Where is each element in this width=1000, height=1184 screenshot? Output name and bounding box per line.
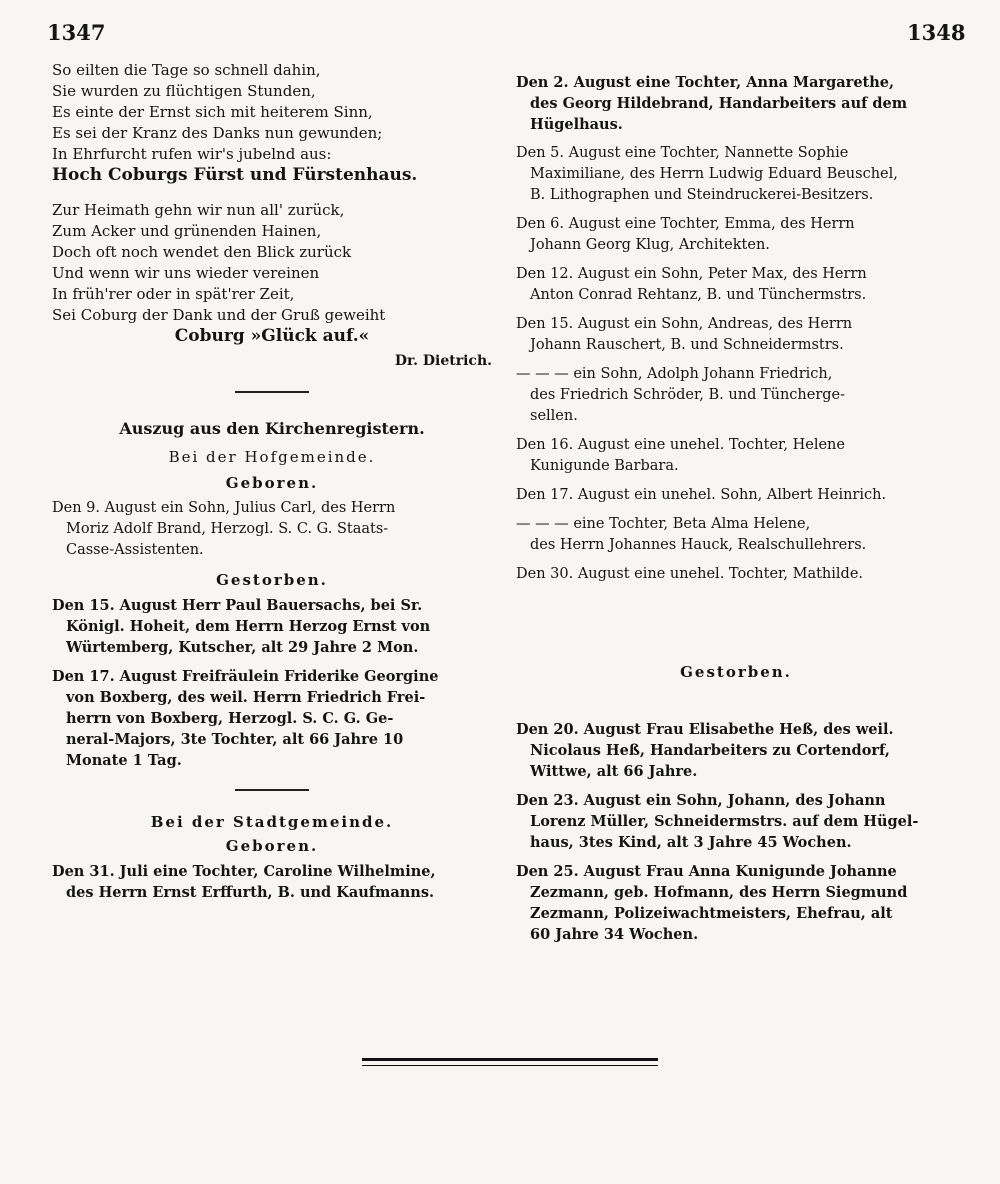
entry-line: herrn von Boxberg, Herzogl. S. C. G. Ge- (66, 710, 394, 727)
entry-line: Maximiliane, des Herrn Ludwig Eduard Beuschel, (530, 166, 898, 182)
entry-line: neral-Majors, 3te Tochter, alt 66 Jahre 10 (66, 731, 404, 748)
list-item (516, 264, 956, 306)
entry-line: Johann Georg Klug, Architekten. (530, 237, 770, 253)
list-item (52, 498, 492, 561)
entry-line: Den 17. August ein unehel. Sohn, Albert Heinrich. (516, 487, 887, 503)
list-item (516, 364, 956, 427)
entry-line: sellen. (530, 408, 578, 424)
entry-line: Den 23. August ein Sohn, Johann, des Johann (516, 792, 886, 809)
registry-title: Auszug aus den Kirchenregistern. (119, 419, 425, 438)
entry-line: — — — ein Sohn, Adolph Johann Friedrich, (516, 366, 833, 382)
entry-line: des Friedrich Schröder, B. und Tüncherge- (530, 387, 846, 403)
subheading-geboren: Geboren. (225, 837, 319, 855)
entry-line: Den 12. August ein Sohn, Peter Max, des Herrn (516, 266, 867, 282)
poem-refrain: Hoch Coburgs Fürst und Fürstenhaus. (52, 165, 418, 185)
entry-line: des Herrn Ernst Erffurth, B. und Kaufmanns. (66, 884, 435, 901)
left-column (52, 60, 492, 911)
list-item (516, 435, 956, 477)
poem-signature: Dr. Dietrich. (394, 353, 492, 369)
poem-line: Es sei der Kranz des Danks nun gewunden; (52, 124, 383, 142)
poem-line: Sie wurden zu flüchtigen Stunden, (52, 82, 316, 100)
entry-line: Kunigunde Barbara. (530, 458, 679, 474)
poem-refrain: Coburg »Glück auf.« (174, 326, 370, 346)
poem-line: In früh'rer oder in spät'rer Zeit, (52, 285, 295, 303)
list-item (516, 514, 956, 556)
poem-stanza-2 (52, 200, 492, 347)
list-item (52, 666, 492, 771)
list-item (516, 72, 956, 135)
poem-line: So eilten die Tage so schnell dahin, (52, 61, 321, 79)
entry-line: Königl. Hoheit, dem Herrn Herzog Ernst von (66, 618, 431, 635)
entry-line: Den 5. August eine Tochter, Nannette Sophie (516, 145, 849, 161)
right-column (516, 72, 956, 953)
separator-rule (235, 391, 309, 393)
subheading-gestorben: Gestorben. (680, 663, 792, 681)
entry-line: Lorenz Müller, Schneidermstrs. auf dem Hügel- (530, 813, 919, 830)
entry-line: von Boxberg, des weil. Herrn Friedrich Frei- (66, 689, 426, 706)
entry-line: Den 30. August eine unehel. Tochter, Mathilde. (516, 566, 864, 582)
entry-line: Den 6. August eine Tochter, Emma, des Herrn (516, 216, 855, 232)
poem-line: Doch oft noch wendet den Blick zurück (52, 243, 352, 261)
list-item (516, 214, 956, 256)
poem-line: Es einte der Ernst sich mit heiterem Sinn, (52, 103, 373, 121)
list-item (516, 719, 956, 782)
list-item (516, 861, 956, 945)
entry-line: Zezmann, Polizeiwachtmeisters, Ehefrau, alt (530, 905, 893, 922)
entry-line: Den 2. August eine Tochter, Anna Margarethe, (516, 74, 895, 91)
list-item (516, 790, 956, 853)
entry-line: — — — eine Tochter, Beta Alma Helene, (516, 516, 811, 532)
poem-line: Sei Coburg der Dank und der Gruß geweiht (52, 306, 386, 324)
entry-line: Den 31. Juli eine Tochter, Caroline Wilhelmine, (52, 863, 436, 880)
poem-line: In Ehrfurcht rufen wir's jubelnd aus: (52, 145, 332, 163)
poem-line: Und wenn wir uns wieder vereinen (52, 264, 320, 282)
entry-line: Den 16. August eine unehel. Tochter, Helene (516, 437, 845, 453)
entry-line: Casse-Assistenten. (66, 542, 204, 558)
entry-line: des Herrn Johannes Hauck, Realschullehrers. (530, 537, 867, 553)
entry-line: Den 15. August ein Sohn, Andreas, des Herrn (516, 316, 853, 332)
subheading-gestorben: Gestorben. (216, 571, 328, 589)
entry-line: Den 15. August Herr Paul Bauersachs, bei Sr. (52, 597, 423, 614)
entry-line: Den 9. August ein Sohn, Julius Carl, des Herrn (52, 500, 396, 516)
list-item (516, 485, 956, 506)
poem-line: Zur Heimath gehn wir nun all' zurück, (52, 201, 345, 219)
entry-line: Den 17. August Freifräulein Friderike Georgine (52, 668, 439, 685)
entry-line: B. Lithographen und Steindruckerei-Besitzers. (530, 187, 874, 203)
entry-line: haus, 3tes Kind, alt 3 Jahre 45 Wochen. (530, 834, 852, 851)
entry-line: Monate 1 Tag. (66, 752, 182, 769)
entry-line: Zezmann, geb. Hofmann, des Herrn Siegmund (530, 884, 908, 901)
page-number-right: 1348 (907, 20, 966, 45)
entry-line: Anton Conrad Rehtanz, B. und Tünchermstrs. (530, 287, 867, 303)
closing-double-rule (362, 1058, 658, 1066)
separator-rule (235, 789, 309, 791)
entry-line: Den 25. August Frau Anna Kunigunde Johanne (516, 863, 897, 880)
entry-line: 60 Jahre 34 Wochen. (530, 926, 699, 943)
entry-line: Nicolaus Heß, Handarbeiters zu Cortendorf, (530, 742, 890, 759)
entry-line: Hügelhaus. (530, 116, 623, 133)
poem-line: Zum Acker und grünenden Hainen, (52, 222, 322, 240)
entry-line: Wittwe, alt 66 Jahre. (530, 763, 698, 780)
list-item (516, 143, 956, 206)
entry-line: Würtemberg, Kutscher, alt 29 Jahre 2 Mon. (66, 639, 419, 656)
list-item (516, 564, 956, 585)
entry-line: des Georg Hildebrand, Handarbeiters auf dem (530, 95, 908, 112)
page-number-left: 1347 (47, 20, 106, 45)
entry-line: Moriz Adolf Brand, Herzogl. S. C. G. Staats- (66, 521, 389, 537)
entry-line: Johann Rauschert, B. und Schneidermstrs. (530, 337, 844, 353)
subheading-geboren: Geboren. (225, 474, 319, 492)
entry-line: Den 20. August Frau Elisabethe Heß, des weil. (516, 721, 894, 738)
list-item (52, 595, 492, 658)
poem-stanza-1 (52, 60, 492, 186)
list-item (52, 861, 492, 903)
list-item (516, 314, 956, 356)
section-heading-stadtgemeinde: Bei der Stadtgemeinde. (150, 813, 394, 831)
section-heading-hofgemeinde: Bei der Hofgemeinde. (168, 448, 376, 466)
